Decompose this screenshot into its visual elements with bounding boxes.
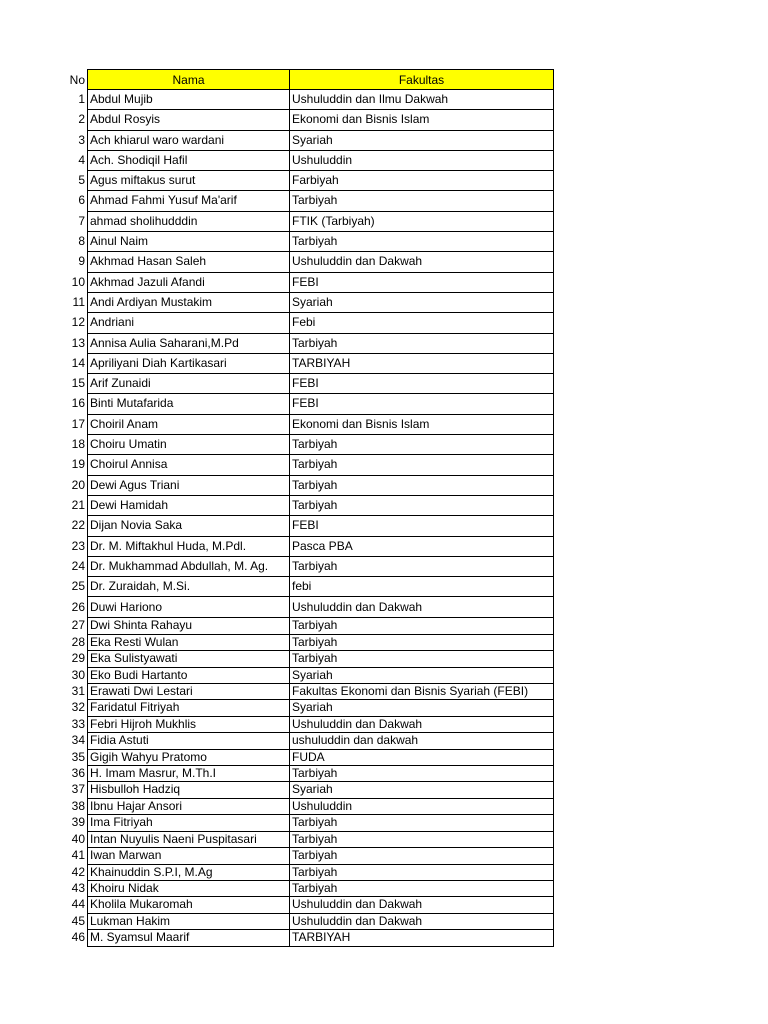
name-cell[interactable]: Eko Budi Hartanto [88, 667, 290, 683]
faculty-cell[interactable]: Tarbiyah [290, 618, 554, 634]
table-row [48, 455, 554, 475]
row-number[interactable]: 21 [71, 497, 85, 512]
name-cell[interactable]: ahmad sholihudddin [88, 211, 290, 231]
row-number[interactable]: 12 [71, 315, 85, 330]
row-number[interactable]: 25 [71, 579, 85, 594]
faculty-cell[interactable]: FEBI [290, 516, 554, 536]
header-row [48, 70, 554, 90]
name-cell[interactable]: Akhmad Jazuli Afandi [88, 272, 290, 292]
no-header-cell: No [69, 72, 85, 87]
table-row [48, 897, 554, 913]
table-row [48, 313, 554, 333]
row-number[interactable]: 20 [71, 477, 85, 492]
table-row [48, 864, 554, 880]
table-row [48, 516, 554, 536]
name-cell[interactable]: Erawati Dwi Lestari [88, 684, 290, 700]
faculty-cell[interactable]: febi [290, 577, 554, 597]
row-number[interactable]: 43 [71, 880, 85, 895]
name-cell[interactable]: Ach khiarul waro wardani [88, 130, 290, 150]
name-cell[interactable]: Faridatul Fitriyah [88, 700, 290, 716]
name-cell[interactable]: Agus miftakus surut [88, 171, 290, 191]
faculty-cell[interactable]: Syariah [290, 130, 554, 150]
faculty-cell[interactable]: Ushuluddin [290, 798, 554, 814]
table-row [48, 475, 554, 495]
row-number[interactable]: 16 [71, 396, 85, 411]
name-cell[interactable]: Duwi Hariono [88, 597, 290, 618]
name-cell[interactable]: Khainuddin S.P.I, M.Ag [88, 864, 290, 880]
table-row [48, 700, 554, 716]
faculty-cell[interactable]: ushuluddin dan dakwah [290, 733, 554, 749]
name-cell[interactable]: Iwan Marwan [88, 848, 290, 864]
row-number[interactable]: 23 [71, 538, 85, 553]
table-row [48, 252, 554, 272]
faculty-cell[interactable]: FEBI [290, 394, 554, 414]
name-cell[interactable]: Dr. Mukhammad Abdullah, M. Ag. [88, 556, 290, 576]
row-number[interactable]: 34 [71, 733, 85, 748]
table-row [48, 292, 554, 312]
row-number[interactable]: 44 [71, 897, 85, 912]
faculty-cell[interactable]: Ushuluddin dan Dakwah [290, 897, 554, 913]
name-cell[interactable]: M. Syamsul Maarif [88, 930, 290, 946]
row-number[interactable]: 26 [71, 600, 85, 615]
nama-header: Nama [88, 70, 290, 90]
name-cell[interactable]: Ahmad Fahmi Yusuf Ma'arif [88, 191, 290, 211]
row-number[interactable]: 17 [71, 416, 85, 431]
row-number[interactable]: 4 [78, 152, 85, 167]
row-number[interactable]: 9 [78, 254, 85, 269]
name-cell[interactable]: Dwi Shinta Rahayu [88, 618, 290, 634]
faculty-cell[interactable]: Tarbiyah [290, 191, 554, 211]
table-row [48, 913, 554, 929]
row-number[interactable]: 40 [71, 831, 85, 846]
row-number[interactable]: 41 [71, 848, 85, 863]
name-cell[interactable]: Khoiru Nidak [88, 880, 290, 896]
table-row [48, 191, 554, 211]
table-row [48, 749, 554, 765]
name-cell[interactable]: Dijan Novia Saka [88, 516, 290, 536]
faculty-cell[interactable]: Ushuluddin dan Dakwah [290, 913, 554, 929]
row-number[interactable]: 46 [71, 930, 85, 945]
row-number[interactable]: 6 [78, 193, 85, 208]
faculty-cell[interactable]: Syariah [290, 782, 554, 798]
table-row [48, 597, 554, 618]
row-number[interactable]: 22 [71, 518, 85, 533]
name-cell[interactable]: Choiril Anam [88, 414, 290, 434]
faculty-cell[interactable]: Ekonomi dan Bisnis Islam [290, 414, 554, 434]
table-row [48, 880, 554, 896]
table-row [48, 848, 554, 864]
faculty-cell[interactable]: Tarbiyah [290, 815, 554, 831]
faculty-cell[interactable]: Syariah [290, 292, 554, 312]
table-row [48, 130, 554, 150]
faculty-cell[interactable]: Tarbiyah [290, 634, 554, 650]
table-row [48, 90, 554, 110]
row-number[interactable]: 27 [71, 618, 85, 633]
table-row [48, 766, 554, 782]
faculty-cell[interactable]: Fakultas Ekonomi dan Bisnis Syariah (FEBI) [290, 684, 554, 700]
table-row [48, 211, 554, 231]
row-number[interactable]: 19 [71, 457, 85, 472]
row-number[interactable]: 45 [71, 913, 85, 928]
row-number[interactable]: 32 [71, 700, 85, 715]
table-row [48, 232, 554, 252]
name-cell[interactable]: Lukman Hakim [88, 913, 290, 929]
table-row [48, 831, 554, 847]
row-number[interactable]: 28 [71, 634, 85, 649]
table-row [48, 150, 554, 170]
row-number[interactable]: 39 [71, 815, 85, 830]
name-cell[interactable]: Ainul Naim [88, 232, 290, 252]
row-number[interactable]: 37 [71, 782, 85, 797]
faculty-cell[interactable]: Ekonomi dan Bisnis Islam [290, 110, 554, 130]
table-row [48, 815, 554, 831]
name-cell[interactable]: Eka Resti Wulan [88, 634, 290, 650]
table-row [48, 684, 554, 700]
table-row [48, 556, 554, 576]
name-cell[interactable]: Abdul Mujib [88, 90, 290, 110]
name-cell[interactable]: Dewi Hamidah [88, 495, 290, 515]
row-number[interactable]: 31 [71, 684, 85, 699]
faculty-cell[interactable]: Ushuluddin dan Dakwah [290, 252, 554, 272]
faculty-cell[interactable]: Tarbiyah [290, 475, 554, 495]
table-row [48, 716, 554, 732]
name-cell[interactable]: Ach. Shodiqil Hafil [88, 150, 290, 170]
table-row [48, 634, 554, 650]
row-number[interactable]: 8 [78, 234, 85, 249]
faculty-cell[interactable]: Tarbiyah [290, 556, 554, 576]
participant-table [48, 69, 554, 947]
name-cell[interactable]: Annisa Aulia Saharani,M.Pd [88, 333, 290, 353]
faculty-cell[interactable]: Tarbiyah [290, 232, 554, 252]
row-number[interactable]: 2 [78, 112, 85, 127]
table-row [48, 798, 554, 814]
faculty-cell[interactable]: Tarbiyah [290, 766, 554, 782]
row-number[interactable]: 24 [71, 558, 85, 573]
name-cell[interactable]: Andi Ardiyan Mustakim [88, 292, 290, 312]
table-row [48, 651, 554, 667]
faculty-cell[interactable]: Syariah [290, 700, 554, 716]
table-row [48, 618, 554, 634]
row-number[interactable]: 10 [71, 274, 85, 289]
name-cell[interactable]: Ima Fitriyah [88, 815, 290, 831]
faculty-cell[interactable]: Pasca PBA [290, 536, 554, 556]
faculty-cell[interactable]: Tarbiyah [290, 435, 554, 455]
table-row [48, 930, 554, 946]
name-cell[interactable]: Apriliyani Diah Kartikasari [88, 353, 290, 373]
faculty-cell[interactable]: Tarbiyah [290, 848, 554, 864]
fakultas-header: Fakultas [290, 70, 554, 90]
table-body [48, 90, 554, 947]
row-number[interactable]: 38 [71, 798, 85, 813]
row-number[interactable]: 36 [71, 766, 85, 781]
row-number[interactable]: 5 [78, 173, 85, 188]
row-number[interactable]: 7 [78, 213, 85, 228]
table-row [48, 272, 554, 292]
name-cell[interactable]: Fidia Astuti [88, 733, 290, 749]
faculty-cell[interactable]: Ushuluddin dan Ilmu Dakwah [290, 90, 554, 110]
row-number[interactable]: 33 [71, 716, 85, 731]
faculty-cell[interactable]: Ushuluddin [290, 150, 554, 170]
table-row [48, 414, 554, 434]
table-row [48, 577, 554, 597]
name-cell[interactable]: Binti Mutafarida [88, 394, 290, 414]
table-row [48, 733, 554, 749]
faculty-cell[interactable]: Tarbiyah [290, 864, 554, 880]
name-cell[interactable]: Eka Sulistyawati [88, 651, 290, 667]
name-cell[interactable]: Gigih Wahyu Pratomo [88, 749, 290, 765]
row-number[interactable]: 35 [71, 749, 85, 764]
row-number[interactable]: 42 [71, 864, 85, 879]
name-cell[interactable]: Ibnu Hajar Ansori [88, 798, 290, 814]
table-row [48, 495, 554, 515]
row-number[interactable]: 11 [72, 294, 85, 309]
row-number[interactable]: 14 [71, 355, 85, 370]
faculty-cell[interactable]: Tarbiyah [290, 495, 554, 515]
faculty-cell[interactable]: Ushuluddin dan Dakwah [290, 716, 554, 732]
table-row [48, 667, 554, 683]
name-cell[interactable]: H. Imam Masrur, M.Th.I [88, 766, 290, 782]
name-cell[interactable]: Abdul Rosyis [88, 110, 290, 130]
faculty-cell[interactable]: Febi [290, 313, 554, 333]
faculty-cell[interactable]: Tarbiyah [290, 455, 554, 475]
table-row [48, 536, 554, 556]
table-row [48, 110, 554, 130]
faculty-cell[interactable]: Farbiyah [290, 171, 554, 191]
row-number[interactable]: 18 [71, 437, 85, 452]
faculty-cell[interactable]: TARBIYAH [290, 353, 554, 373]
faculty-cell[interactable]: Tarbiyah [290, 831, 554, 847]
name-cell[interactable]: Kholila Mukaromah [88, 897, 290, 913]
table-row [48, 782, 554, 798]
row-number[interactable]: 13 [71, 335, 85, 350]
faculty-cell[interactable]: FTIK (Tarbiyah) [290, 211, 554, 231]
table-row [48, 374, 554, 394]
name-cell[interactable]: Intan Nuyulis Naeni Puspitasari [88, 831, 290, 847]
name-cell[interactable]: Dr. M. Miftakhul Huda, M.Pdl. [88, 536, 290, 556]
name-cell[interactable]: Andriani [88, 313, 290, 333]
name-cell[interactable]: Febri Hijroh Mukhlis [88, 716, 290, 732]
name-cell[interactable]: Choirul Annisa [88, 455, 290, 475]
faculty-cell[interactable]: Tarbiyah [290, 651, 554, 667]
faculty-cell[interactable]: FEBI [290, 374, 554, 394]
table-row [48, 171, 554, 191]
name-cell[interactable]: Choiru Umatin [88, 435, 290, 455]
row-number[interactable]: 3 [78, 132, 85, 147]
table-row [48, 353, 554, 373]
faculty-cell[interactable]: Tarbiyah [290, 880, 554, 896]
faculty-cell[interactable]: FUDA [290, 749, 554, 765]
row-number[interactable]: 29 [71, 651, 85, 666]
name-cell[interactable]: Hisbulloh Hadziq [88, 782, 290, 798]
faculty-cell[interactable]: Tarbiyah [290, 333, 554, 353]
row-number[interactable]: 15 [71, 376, 85, 391]
name-cell[interactable]: Dr. Zuraidah, M.Si. [88, 577, 290, 597]
row-number[interactable]: 1 [78, 92, 85, 106]
faculty-cell[interactable]: TARBIYAH [290, 930, 554, 946]
faculty-cell[interactable]: Syariah [290, 667, 554, 683]
table-row [48, 333, 554, 353]
faculty-cell[interactable]: Ushuluddin dan Dakwah [290, 597, 554, 618]
row-number[interactable]: 30 [71, 667, 85, 682]
name-cell[interactable]: Arif Zunaidi [88, 374, 290, 394]
table-row [48, 394, 554, 414]
name-cell[interactable]: Dewi Agus Triani [88, 475, 290, 495]
faculty-cell[interactable]: FEBI [290, 272, 554, 292]
name-cell[interactable]: Akhmad Hasan Saleh [88, 252, 290, 272]
table-row [48, 435, 554, 455]
